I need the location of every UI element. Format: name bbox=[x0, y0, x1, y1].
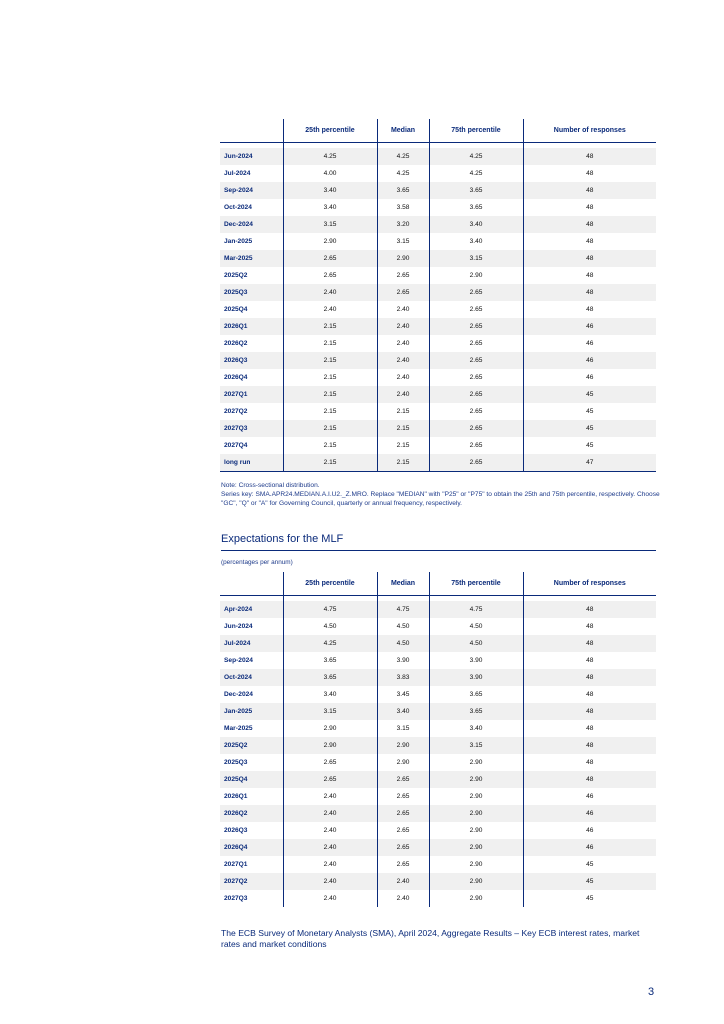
responses-cell: 48 bbox=[523, 233, 656, 250]
responses-cell: 48 bbox=[523, 737, 656, 754]
p25-cell: 2.90 bbox=[283, 233, 377, 250]
table-row bbox=[220, 754, 656, 771]
table-row bbox=[220, 686, 656, 703]
p25-cell: 3.40 bbox=[283, 182, 377, 199]
responses-cell: 48 bbox=[523, 267, 656, 284]
table-row bbox=[220, 165, 656, 182]
p75-cell: 2.90 bbox=[429, 754, 523, 771]
mlf-expectations-table bbox=[220, 572, 656, 907]
header-p25: 25th percentile bbox=[283, 119, 377, 143]
p75-cell: 4.50 bbox=[429, 635, 523, 652]
median-cell: 2.90 bbox=[377, 250, 429, 267]
p75-cell: 2.65 bbox=[429, 403, 523, 420]
p75-cell: 3.65 bbox=[429, 199, 523, 216]
period-cell: Sep-2024 bbox=[220, 182, 283, 199]
table-row bbox=[220, 284, 656, 301]
period-cell: 2026Q4 bbox=[224, 374, 248, 381]
period-cell: Jul-2024 bbox=[220, 635, 283, 652]
table-row bbox=[220, 737, 656, 754]
median-cell: 2.40 bbox=[377, 301, 429, 318]
median-cell: 2.65 bbox=[377, 822, 429, 839]
period-cell: long run bbox=[220, 454, 283, 472]
table-row bbox=[220, 250, 656, 267]
period-cell: Jun-2024 bbox=[220, 148, 283, 165]
responses-cell: 45 bbox=[523, 856, 656, 873]
table-row bbox=[220, 386, 656, 403]
table-row bbox=[220, 805, 656, 822]
table-row bbox=[220, 182, 656, 199]
table-row bbox=[220, 771, 656, 788]
period-cell: Dec-2024 bbox=[220, 216, 283, 233]
median-cell: 2.90 bbox=[377, 754, 429, 771]
responses-cell: 48 bbox=[523, 182, 656, 199]
p25-cell: 3.40 bbox=[283, 199, 377, 216]
median-cell: 2.90 bbox=[377, 737, 429, 754]
period-cell: Jan-2025 bbox=[220, 703, 283, 720]
responses-cell: 48 bbox=[523, 686, 656, 703]
median-cell: 2.65 bbox=[377, 267, 429, 284]
responses-cell: 46 bbox=[523, 805, 656, 822]
responses-cell: 48 bbox=[523, 669, 656, 686]
period-cell: 2026Q2 bbox=[220, 805, 283, 822]
median-cell: 3.83 bbox=[377, 669, 429, 686]
p75-cell: 2.65 bbox=[429, 335, 523, 352]
p25-cell: 2.65 bbox=[283, 771, 377, 788]
table-row bbox=[220, 301, 656, 318]
p75-cell: 3.40 bbox=[429, 233, 523, 250]
p75-cell: 2.90 bbox=[429, 822, 523, 839]
table-row bbox=[220, 635, 656, 652]
p25-cell: 2.65 bbox=[283, 250, 377, 267]
responses-cell: 48 bbox=[523, 199, 656, 216]
table-row bbox=[220, 403, 656, 420]
period-cell: 2027Q4 bbox=[224, 442, 248, 449]
p25-cell: 2.15 bbox=[283, 369, 377, 386]
table-row bbox=[220, 822, 656, 839]
median-cell: 4.25 bbox=[377, 148, 429, 165]
period-cell: 2026Q2 bbox=[224, 340, 248, 347]
responses-cell: 45 bbox=[523, 890, 656, 907]
table-row bbox=[220, 335, 656, 352]
p75-cell: 2.65 bbox=[429, 284, 523, 301]
p25-cell: 2.40 bbox=[283, 805, 377, 822]
median-cell: 2.65 bbox=[377, 839, 429, 856]
responses-cell: 48 bbox=[523, 601, 656, 618]
p25-cell: 2.40 bbox=[283, 788, 377, 805]
responses-cell: 48 bbox=[523, 635, 656, 652]
responses-cell: 48 bbox=[523, 771, 656, 788]
responses-cell: 46 bbox=[523, 788, 656, 805]
table-row bbox=[220, 601, 656, 618]
median-cell: 2.65 bbox=[377, 805, 429, 822]
table-row bbox=[220, 199, 656, 216]
period-cell: Jan-2025 bbox=[224, 238, 253, 245]
p25-cell: 2.90 bbox=[283, 737, 377, 754]
header-period bbox=[220, 572, 283, 596]
p25-cell: 2.15 bbox=[283, 454, 377, 472]
table-body bbox=[220, 596, 656, 908]
period-cell: Apr-2024 bbox=[220, 601, 283, 618]
responses-cell: 45 bbox=[523, 873, 656, 890]
period-cell: 2026Q3 bbox=[220, 352, 283, 369]
p25-cell: 4.00 bbox=[283, 165, 377, 182]
median-cell: 2.15 bbox=[377, 420, 429, 437]
responses-cell: 48 bbox=[523, 148, 656, 165]
p25-cell: 3.15 bbox=[283, 216, 377, 233]
p25-cell: 3.40 bbox=[283, 686, 377, 703]
header-median: Median bbox=[377, 119, 429, 143]
p75-cell: 4.25 bbox=[429, 165, 523, 182]
median-cell: 3.65 bbox=[377, 182, 429, 199]
median-cell: 2.40 bbox=[377, 318, 429, 335]
period-cell: 2025Q3 bbox=[224, 759, 248, 766]
period-cell: 2027Q2 bbox=[224, 408, 248, 415]
median-cell: 2.65 bbox=[377, 771, 429, 788]
responses-cell: 45 bbox=[523, 403, 656, 420]
p25-cell: 2.40 bbox=[283, 301, 377, 318]
median-cell: 3.58 bbox=[377, 199, 429, 216]
responses-cell: 48 bbox=[523, 652, 656, 669]
series-key-note: Series key: SMA.APR24.MEDIAN.A.I.U2._Z.MRO. Replace "MEDIAN" with "P25" or "P75" to obtain the 25th and 75th percentile, respectively. Choose "GC", "Q" or "A" for Governing Council, quarterly or annual frequency, respectively. bbox=[221, 490, 660, 507]
p25-cell: 2.15 bbox=[283, 437, 377, 454]
p75-cell: 3.90 bbox=[429, 652, 523, 669]
p75-cell: 4.50 bbox=[429, 618, 523, 635]
table-row bbox=[220, 839, 656, 856]
median-cell: 3.45 bbox=[377, 686, 429, 703]
period-cell: 2025Q2 bbox=[224, 272, 248, 279]
p75-cell: 3.40 bbox=[429, 216, 523, 233]
table-row bbox=[220, 873, 656, 890]
p75-cell: 4.25 bbox=[429, 148, 523, 165]
p75-cell: 2.65 bbox=[429, 386, 523, 403]
table-row bbox=[220, 216, 656, 233]
table-row bbox=[220, 420, 656, 437]
p25-cell: 4.50 bbox=[283, 618, 377, 635]
table-row bbox=[220, 856, 656, 873]
period-cell: 2027Q3 bbox=[224, 895, 248, 902]
p75-cell: 2.65 bbox=[429, 369, 523, 386]
p75-cell: 2.90 bbox=[429, 890, 523, 907]
p75-cell: 2.90 bbox=[429, 839, 523, 856]
header-p25: 25th percentile bbox=[283, 572, 377, 596]
responses-cell: 48 bbox=[523, 754, 656, 771]
header-responses: Number of responses bbox=[523, 572, 656, 596]
median-cell: 3.15 bbox=[377, 720, 429, 737]
p75-cell: 3.15 bbox=[429, 737, 523, 754]
responses-cell: 46 bbox=[523, 318, 656, 335]
p25-cell: 2.15 bbox=[283, 386, 377, 403]
p25-cell: 2.40 bbox=[283, 873, 377, 890]
p75-cell: 3.65 bbox=[429, 686, 523, 703]
p75-cell: 2.90 bbox=[429, 267, 523, 284]
responses-cell: 48 bbox=[523, 703, 656, 720]
period-cell: 2026Q1 bbox=[220, 318, 283, 335]
header-p75: 75th percentile bbox=[429, 572, 523, 596]
p25-cell: 2.15 bbox=[283, 420, 377, 437]
period-cell: 2027Q1 bbox=[224, 861, 248, 868]
responses-cell: 45 bbox=[523, 437, 656, 454]
p25-cell: 2.90 bbox=[283, 720, 377, 737]
responses-cell: 46 bbox=[523, 839, 656, 856]
period-cell: Sep-2024 bbox=[224, 657, 253, 664]
p75-cell: 2.90 bbox=[429, 873, 523, 890]
p25-cell: 2.40 bbox=[283, 890, 377, 907]
median-cell: 2.65 bbox=[377, 788, 429, 805]
median-cell: 2.40 bbox=[377, 890, 429, 907]
median-cell: 4.50 bbox=[377, 618, 429, 635]
responses-cell: 46 bbox=[523, 369, 656, 386]
table-row bbox=[220, 352, 656, 369]
table-row bbox=[220, 437, 656, 454]
period-cell: 2026Q1 bbox=[224, 793, 248, 800]
table-row bbox=[220, 788, 656, 805]
table-row bbox=[220, 703, 656, 720]
table-row bbox=[220, 454, 656, 472]
median-cell: 4.25 bbox=[377, 165, 429, 182]
section-subtitle: (percentages per annum) bbox=[221, 559, 293, 566]
p75-cell: 2.90 bbox=[429, 771, 523, 788]
period-cell: 2027Q2 bbox=[220, 873, 283, 890]
period-cell: Mar-2025 bbox=[224, 725, 253, 732]
p75-cell: 2.65 bbox=[429, 437, 523, 454]
median-cell: 2.40 bbox=[377, 335, 429, 352]
p25-cell: 2.65 bbox=[283, 754, 377, 771]
responses-cell: 46 bbox=[523, 822, 656, 839]
table-header-row bbox=[220, 119, 656, 143]
table-row bbox=[220, 890, 656, 907]
p25-cell: 2.40 bbox=[283, 856, 377, 873]
p75-cell: 3.15 bbox=[429, 250, 523, 267]
p75-cell: 4.75 bbox=[429, 601, 523, 618]
responses-cell: 45 bbox=[523, 420, 656, 437]
median-cell: 2.65 bbox=[377, 856, 429, 873]
period-cell: Jul-2024 bbox=[224, 170, 251, 177]
table-row bbox=[220, 618, 656, 635]
table-row bbox=[220, 669, 656, 686]
p75-cell: 2.90 bbox=[429, 856, 523, 873]
period-cell: Mar-2025 bbox=[220, 250, 283, 267]
p75-cell: 2.90 bbox=[429, 805, 523, 822]
median-cell: 4.75 bbox=[377, 601, 429, 618]
p75-cell: 2.65 bbox=[429, 454, 523, 472]
period-cell: 2025Q4 bbox=[220, 771, 283, 788]
period-cell: 2027Q1 bbox=[220, 386, 283, 403]
p75-cell: 3.40 bbox=[429, 720, 523, 737]
responses-cell: 48 bbox=[523, 618, 656, 635]
section-title: Expectations for the MLF bbox=[221, 533, 656, 551]
p25-cell: 2.40 bbox=[283, 822, 377, 839]
responses-cell: 47 bbox=[523, 454, 656, 472]
p25-cell: 3.65 bbox=[283, 652, 377, 669]
responses-cell: 46 bbox=[523, 352, 656, 369]
responses-cell: 46 bbox=[523, 335, 656, 352]
responses-cell: 48 bbox=[523, 284, 656, 301]
period-cell: Oct-2024 bbox=[224, 204, 252, 211]
note-line: Note: Cross-sectional distribution. bbox=[221, 482, 320, 489]
period-cell: Jun-2024 bbox=[224, 623, 253, 630]
median-cell: 4.50 bbox=[377, 635, 429, 652]
responses-cell: 48 bbox=[523, 165, 656, 182]
period-cell: Dec-2024 bbox=[224, 691, 253, 698]
period-cell: 2025Q4 bbox=[224, 306, 248, 313]
mro-expectations-table bbox=[220, 119, 656, 472]
median-cell: 2.40 bbox=[377, 369, 429, 386]
median-cell: 3.90 bbox=[377, 652, 429, 669]
p75-cell: 2.65 bbox=[429, 352, 523, 369]
table-header-row bbox=[220, 572, 656, 596]
p25-cell: 4.25 bbox=[283, 148, 377, 165]
p25-cell: 2.15 bbox=[283, 318, 377, 335]
header-responses: Number of responses bbox=[523, 119, 656, 143]
median-cell: 2.40 bbox=[377, 873, 429, 890]
table-row bbox=[220, 652, 656, 669]
median-cell: 3.40 bbox=[377, 703, 429, 720]
p75-cell: 3.90 bbox=[429, 669, 523, 686]
p75-cell: 2.65 bbox=[429, 420, 523, 437]
responses-cell: 45 bbox=[523, 386, 656, 403]
p75-cell: 2.65 bbox=[429, 318, 523, 335]
header-p75: 75th percentile bbox=[429, 119, 523, 143]
period-cell: 2026Q3 bbox=[224, 827, 248, 834]
table-row bbox=[220, 720, 656, 737]
median-cell: 2.40 bbox=[377, 386, 429, 403]
period-cell: 2026Q4 bbox=[220, 839, 283, 856]
median-cell: 2.65 bbox=[377, 284, 429, 301]
median-cell: 2.15 bbox=[377, 437, 429, 454]
responses-cell: 48 bbox=[523, 301, 656, 318]
table-note bbox=[221, 482, 661, 508]
period-cell: Oct-2024 bbox=[220, 669, 283, 686]
median-cell: 2.40 bbox=[377, 352, 429, 369]
p25-cell: 2.15 bbox=[283, 352, 377, 369]
p25-cell: 4.75 bbox=[283, 601, 377, 618]
table-row bbox=[220, 233, 656, 250]
page-number: 3 bbox=[648, 986, 655, 998]
header-median: Median bbox=[377, 572, 429, 596]
period-cell: 2027Q3 bbox=[220, 420, 283, 437]
period-cell: 2025Q3 bbox=[220, 284, 283, 301]
p25-cell: 3.15 bbox=[283, 703, 377, 720]
p25-cell: 4.25 bbox=[283, 635, 377, 652]
median-cell: 2.15 bbox=[377, 403, 429, 420]
table-row bbox=[220, 267, 656, 284]
p25-cell: 2.40 bbox=[283, 284, 377, 301]
p25-cell: 2.15 bbox=[283, 403, 377, 420]
table-row bbox=[220, 148, 656, 165]
table-row bbox=[220, 369, 656, 386]
table-row bbox=[220, 318, 656, 335]
p75-cell: 3.65 bbox=[429, 703, 523, 720]
responses-cell: 48 bbox=[523, 250, 656, 267]
table-body bbox=[220, 143, 656, 472]
header-period bbox=[220, 119, 283, 143]
p75-cell: 2.90 bbox=[429, 788, 523, 805]
p75-cell: 3.65 bbox=[429, 182, 523, 199]
footer-text: The ECB Survey of Monetary Analysts (SMA), April 2024, Aggregate Results – Key ECB interest rates, market rates and market conditions bbox=[221, 928, 640, 949]
period-cell: 2025Q2 bbox=[220, 737, 283, 754]
median-cell: 3.15 bbox=[377, 233, 429, 250]
p25-cell: 2.65 bbox=[283, 267, 377, 284]
p25-cell: 2.15 bbox=[283, 335, 377, 352]
p25-cell: 3.65 bbox=[283, 669, 377, 686]
responses-cell: 48 bbox=[523, 720, 656, 737]
median-cell: 2.15 bbox=[377, 454, 429, 472]
p25-cell: 2.40 bbox=[283, 839, 377, 856]
p75-cell: 2.65 bbox=[429, 301, 523, 318]
responses-cell: 48 bbox=[523, 216, 656, 233]
median-cell: 3.20 bbox=[377, 216, 429, 233]
